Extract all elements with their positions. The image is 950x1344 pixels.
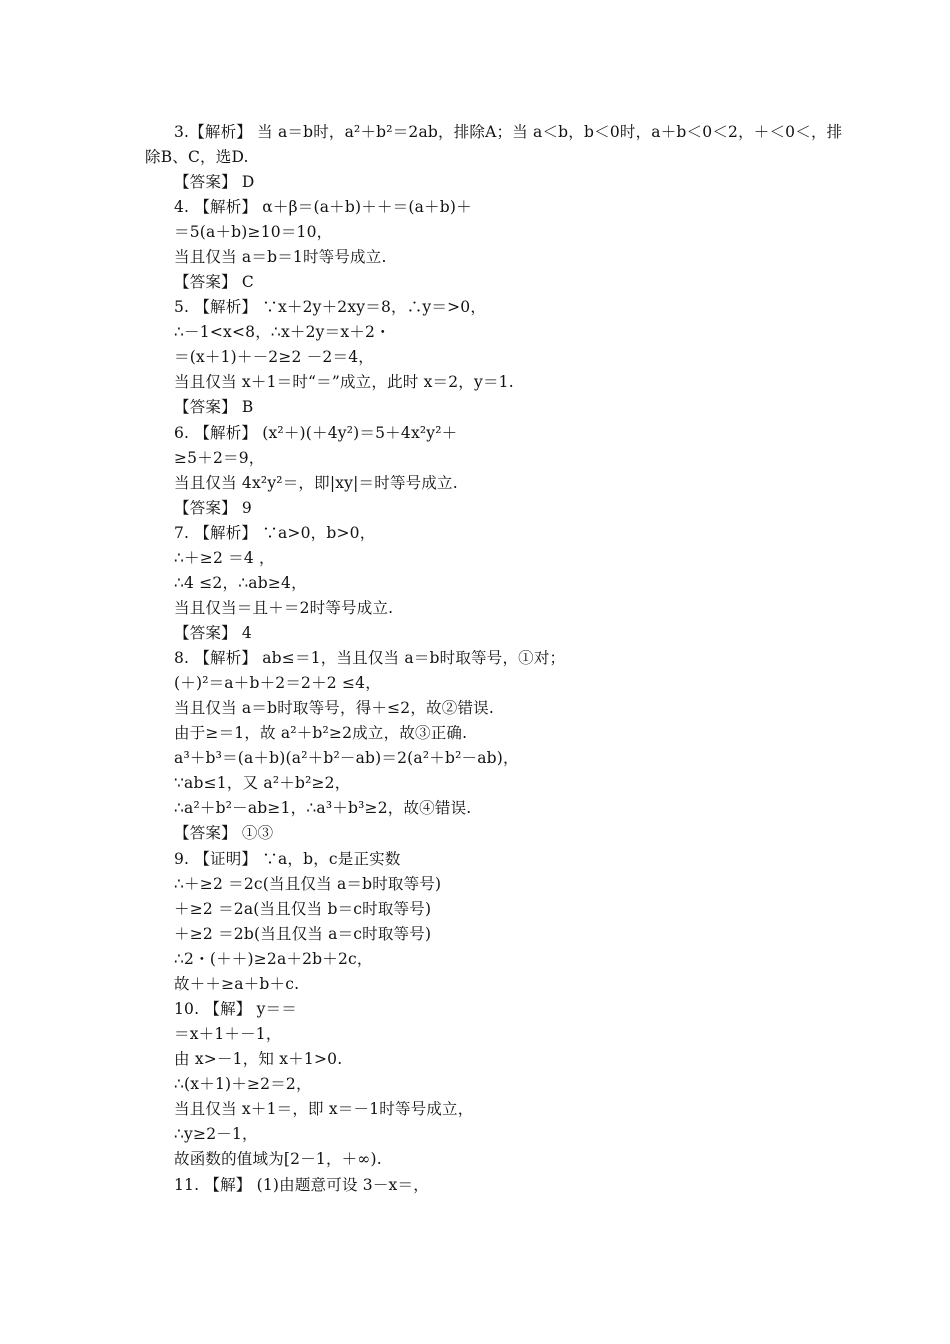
answer-line: 【答案】 B (174, 398, 254, 416)
text-line: 当且仅当 4x²y²＝，即|xy|＝时等号成立. (174, 474, 458, 492)
text-line: 10. 【解】 y＝＝ (174, 1000, 297, 1018)
text-line: a³＋b³＝(a＋b)(a²＋b²－ab)＝2(a²＋b²－ab)， (174, 749, 519, 767)
text-line: 由于≥＝1，故 a²＋b²≥2成立，故③正确. (174, 724, 468, 742)
text-line: ＝(x＋1)＋－2≥2 －2＝4， (174, 348, 374, 366)
text-line: ∴＋≥2 ＝2c(当且仅当 a＝b时取等号) (174, 875, 442, 893)
text-line: 故＋＋≥a＋b＋c. (174, 975, 300, 993)
text-line: 当且仅当 a＝b＝1时等号成立. (174, 248, 387, 266)
text-line: 4. 【解析】 α＋β＝(a＋b)＋＋＝(a＋b)＋ (174, 198, 472, 216)
text-line: ∴＋≥2 ＝4 ， (174, 549, 275, 567)
text-line: 当且仅当＝且＋＝2时等号成立. (174, 599, 394, 617)
answer-line: 【答案】 C (174, 273, 254, 291)
text-line: 除B、C，选D. (145, 148, 249, 166)
text-line: 5. 【解析】 ∵x＋2y＋2xy＝8，∴y＝>0， (174, 298, 487, 316)
text-line: 7. 【解析】 ∵a>0，b>0， (174, 524, 376, 542)
text-line: 8. 【解析】 ab≤＝1，当且仅当 a＝b时取等号，①对； (174, 649, 566, 667)
text-line: (＋)²＝a＋b＋2＝2＋2 ≤4， (174, 674, 381, 692)
text-line: ∴－1<x<8，∴x＋2y＝x＋2・ (174, 323, 391, 341)
text-line: 11. 【解】 (1)由题意可设 3－x＝， (174, 1176, 429, 1194)
answer-line: 【答案】 9 (174, 499, 252, 517)
text-line: ∴y≥2－1， (174, 1125, 258, 1143)
text-line: ≥5＋2＝9， (174, 449, 265, 467)
text-line: ∴2・(＋＋)≥2a＋2b＋2c， (174, 950, 373, 968)
answer-line: 【答案】 D (174, 173, 255, 191)
text-line: ＝5(a＋b)≥10＝10， (174, 223, 333, 241)
text-line: ∵ab≤1，又 a²＋b²≥2， (174, 774, 351, 792)
text-line: ＋≥2 ＝2b(当且仅当 a＝c时取等号) (174, 925, 432, 943)
answer-line: 【答案】 ①③ (174, 824, 274, 842)
text-line: 3.【解析】 当 a＝b时，a²＋b²＝2ab，排除A；当 a＜b，b＜0时，a＋b＜0＜2，＋＜0＜，排 (174, 123, 843, 141)
text-line: ∴(x＋1)＋≥2＝2， (174, 1075, 312, 1093)
text-line: ＝x＋1＋－1， (174, 1025, 282, 1043)
answer-line: 【答案】 4 (174, 624, 252, 642)
text-line: 故函数的值域为[2－1，＋∞). (174, 1150, 382, 1168)
text-line: 当且仅当 x＋1＝，即 x＝－1时等号成立， (174, 1100, 474, 1118)
text-line: 当且仅当 a＝b时取等号，得＋≤2，故②错误. (174, 699, 494, 717)
text-line: 9. 【证明】 ∵a，b，c是正实数 (174, 850, 401, 868)
text-line: 6. 【解析】 (x²＋)(＋4y²)＝5＋4x²y²＋ (174, 424, 458, 442)
text-line: 由 x>－1，知 x＋1>0. (174, 1050, 343, 1068)
text-line: 当且仅当 x＋1＝时“＝”成立，此时 x＝2，y＝1. (174, 373, 514, 391)
text-line: ∴4 ≤2，∴ab≥4， (174, 574, 307, 592)
text-line: ∴a²＋b²－ab≥1，∴a³＋b³≥2，故④错误. (174, 799, 472, 817)
text-line: ＋≥2 ＝2a(当且仅当 b＝c时取等号) (174, 900, 432, 918)
